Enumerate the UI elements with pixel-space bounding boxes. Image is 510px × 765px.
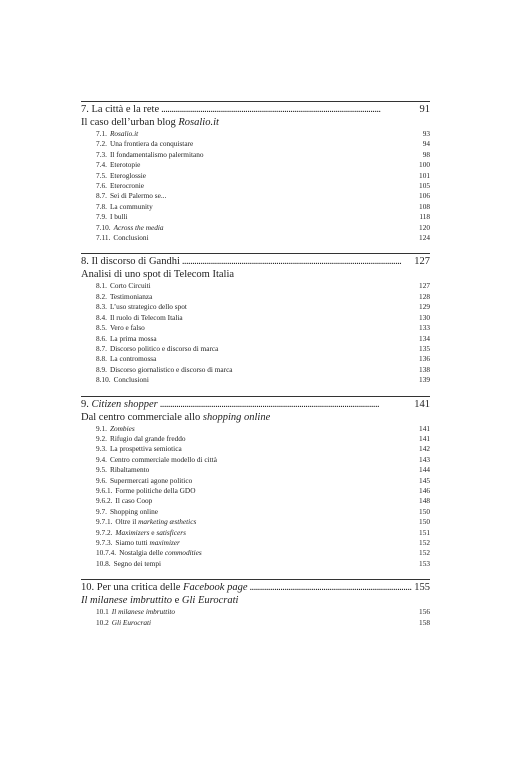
- toc-entry: [96, 181, 430, 191]
- chapter-title: [81, 256, 180, 268]
- chapter-page: 127: [414, 256, 430, 268]
- entry-number: 8.1.: [96, 281, 107, 291]
- entry-text: [96, 375, 149, 385]
- entry-page: 124: [419, 233, 430, 243]
- entry-number: 8.6.: [96, 333, 107, 343]
- toc-entry: [96, 212, 430, 222]
- entry-text: [96, 365, 233, 375]
- text-run: marketing æsthetics: [138, 517, 197, 527]
- toc-entry: [96, 150, 430, 160]
- entry-page: 153: [419, 558, 430, 568]
- text-run: Maximizers: [115, 527, 150, 537]
- toc-entry: [96, 344, 430, 354]
- text-run: Shopping online: [109, 506, 158, 516]
- chapter-number: 10.: [81, 582, 95, 594]
- entry-text: [96, 424, 135, 434]
- entry-page: 134: [419, 333, 430, 343]
- entry-text: [96, 281, 151, 291]
- toc-entry: [96, 292, 430, 302]
- entry-number: 10.8.: [96, 558, 111, 568]
- entry-text: [96, 344, 218, 354]
- text-run: Eterotopie: [109, 160, 141, 170]
- toc-entry: [96, 444, 430, 454]
- entry-number: 9.7.3.: [96, 538, 113, 547]
- entry-text: [96, 202, 153, 212]
- text-run: La prospettiva semiotica: [109, 444, 182, 454]
- text-run: Rosalio.it: [109, 129, 139, 138]
- entry-text: [96, 476, 192, 486]
- entry-text: [96, 150, 204, 160]
- chapter-number: 7.: [81, 104, 89, 115]
- entry-page: 93: [422, 129, 430, 138]
- chapter-section: [81, 253, 430, 385]
- entry-number: 7.8.: [96, 201, 107, 211]
- text-run: Zombies: [109, 423, 135, 433]
- text-run: Segno dei tempi: [113, 558, 162, 568]
- text-run: Il discorso di Gandhi: [91, 256, 180, 268]
- chapter-heading: [81, 397, 430, 411]
- entry-text: [96, 528, 186, 538]
- text-run: La città e la rete: [91, 104, 160, 115]
- text-run: La contromossa: [109, 354, 157, 364]
- text-run: Il milanese imbruttito: [81, 595, 172, 607]
- toc-entry: [96, 281, 430, 291]
- toc-entry: [96, 233, 430, 243]
- entry-number: 10.7.4.: [96, 548, 117, 558]
- toc-entry: [96, 313, 430, 323]
- entry-page: 146: [419, 485, 430, 495]
- entry-number: 7.6.: [96, 181, 107, 191]
- toc-entry: [96, 528, 430, 538]
- toc-entry: [96, 618, 430, 628]
- text-run: Analisi di uno spot di Telecom Italia: [81, 269, 235, 281]
- chapter-subtitle: [81, 268, 430, 281]
- entry-number: 8.2.: [96, 291, 107, 301]
- entry-page: 129: [419, 302, 430, 312]
- entry-number: 9.6.: [96, 475, 107, 485]
- chapter-subtitle: [81, 411, 430, 424]
- entry-text: [96, 171, 146, 181]
- toc-entry: [96, 607, 430, 617]
- entry-number: 8.7.: [96, 343, 107, 353]
- section-list: [81, 424, 430, 570]
- entry-number: 7.9.: [96, 212, 107, 222]
- toc-entry: [96, 476, 430, 486]
- entry-text: [96, 559, 161, 569]
- entry-text: [96, 302, 187, 312]
- entry-text: [96, 212, 128, 222]
- text-run: Il fondamentalismo palermitano: [109, 149, 204, 159]
- chapter-number: 8.: [81, 256, 89, 268]
- entry-page: 142: [419, 444, 430, 454]
- entry-page: 141: [419, 423, 430, 433]
- entry-text: [96, 434, 186, 444]
- entry-page: 108: [419, 201, 430, 211]
- text-run: Dal centro commerciale allo: [81, 411, 203, 423]
- text-run: Il milanese imbruttito: [111, 607, 176, 617]
- entry-text: [96, 191, 166, 201]
- entry-number: 9.7.1.: [96, 517, 113, 527]
- entry-text: [96, 292, 152, 302]
- chapter-page: 141: [414, 398, 430, 410]
- chapter-heading: [81, 254, 430, 268]
- dot-leader: [249, 582, 412, 594]
- entry-page: 152: [419, 548, 430, 558]
- text-run: maximizer: [149, 538, 180, 547]
- text-run: Across the media: [113, 222, 164, 232]
- chapter-number: 9.: [81, 398, 89, 410]
- toc-entry: [96, 538, 430, 548]
- toc-entry: [96, 455, 430, 465]
- entry-page: 145: [419, 475, 430, 485]
- entry-number: 7.3.: [96, 149, 107, 159]
- entry-page: 158: [419, 617, 430, 627]
- entry-number: 9.3.: [96, 444, 107, 454]
- entry-text: [96, 486, 195, 496]
- chapter-subtitle: [81, 594, 430, 607]
- entry-text: [96, 223, 164, 233]
- entry-number: 10.2: [96, 617, 109, 627]
- text-run: Una frontiera da conquistare: [109, 139, 194, 149]
- toc-entry: [96, 548, 430, 558]
- entry-page: 148: [419, 496, 430, 506]
- entry-text: [96, 465, 149, 475]
- chapter-heading: [81, 580, 430, 594]
- entry-page: 138: [419, 364, 430, 374]
- entry-number: 7.1.: [96, 129, 107, 138]
- entry-number: 8.7.: [96, 191, 107, 201]
- entry-page: 100: [419, 160, 430, 170]
- toc-entry: [96, 517, 430, 527]
- text-run: La community: [109, 201, 153, 211]
- text-run: La prima mossa: [109, 333, 157, 343]
- text-run: Ribaltamento: [109, 465, 150, 475]
- toc-entry: [96, 559, 430, 569]
- entry-number: 9.1.: [96, 423, 107, 433]
- chapter-heading: [81, 102, 430, 116]
- entry-number: 7.5.: [96, 170, 107, 180]
- toc-entry: [96, 465, 430, 475]
- toc-entry: [96, 191, 430, 201]
- text-run: Corto Circuiti: [109, 281, 151, 291]
- entry-text: [96, 313, 183, 323]
- entry-text: [96, 517, 196, 527]
- entry-number: 9.6.1.: [96, 485, 113, 495]
- text-run: shopping online: [202, 411, 271, 423]
- entry-number: 9.7.: [96, 506, 107, 516]
- text-run: Per una critica delle: [96, 582, 184, 594]
- text-run: Nostalgia delle: [119, 548, 165, 558]
- text-run: Il caso Coop: [115, 496, 153, 506]
- toc-entry: [96, 302, 430, 312]
- toc-entry: [96, 171, 430, 181]
- entry-page: 141: [419, 433, 430, 443]
- entry-page: 106: [419, 191, 430, 201]
- entry-page: 151: [419, 527, 430, 537]
- chapter-section: [81, 396, 430, 570]
- entry-text: [96, 548, 202, 558]
- chapter-section: [81, 579, 430, 628]
- entry-number: 8.9.: [96, 364, 107, 374]
- toc-entry: [96, 129, 430, 139]
- entry-number: 10.1: [96, 607, 109, 617]
- entry-page: 133: [419, 323, 430, 333]
- entry-number: 9.7.2.: [96, 527, 113, 537]
- text-run: L’uso strategico dello spot: [109, 302, 187, 312]
- text-run: Rifugio dal grande freddo: [109, 433, 186, 443]
- chapter-section: [81, 101, 430, 243]
- entry-page: 136: [419, 354, 430, 364]
- table-of-contents: [81, 101, 430, 628]
- text-run: Eterocronie: [109, 181, 144, 191]
- entry-page: 120: [419, 222, 430, 232]
- entry-text: [96, 607, 175, 617]
- toc-entry: [96, 486, 430, 496]
- entry-page: 139: [419, 375, 430, 385]
- entry-text: [96, 444, 182, 454]
- toc-entry: [96, 496, 430, 506]
- entry-page: 150: [419, 506, 430, 516]
- text-run: I bulli: [109, 212, 128, 222]
- text-run: Rosalio.it: [178, 117, 219, 128]
- entry-page: 128: [419, 291, 430, 301]
- entry-page: 101: [419, 170, 430, 180]
- section-list: [81, 281, 430, 385]
- entry-text: [96, 618, 151, 628]
- text-run: Citizen shopper: [91, 398, 158, 410]
- entry-text: [96, 354, 156, 364]
- text-run: Forme politiche della GDO: [115, 485, 196, 495]
- text-run: Centro commerciale modello di città: [109, 454, 217, 464]
- entry-page: 156: [419, 607, 430, 617]
- text-run: Conclusioni: [113, 233, 149, 243]
- entry-text: [96, 455, 217, 465]
- entry-text: [96, 233, 149, 243]
- entry-number: 9.5.: [96, 465, 107, 475]
- entry-page: 135: [419, 343, 430, 353]
- entry-number: 8.8.: [96, 354, 107, 364]
- text-run: Vero e falso: [109, 323, 145, 333]
- text-run: Oltre il: [115, 517, 139, 527]
- text-run: Gli Eurocrati: [111, 617, 152, 627]
- toc-entry: [96, 323, 430, 333]
- chapter-title: [81, 582, 247, 594]
- text-run: Supermercati agone politico: [109, 475, 193, 485]
- toc-entry: [96, 202, 430, 212]
- text-run: Siamo tutti: [115, 538, 150, 547]
- toc-entry: [96, 424, 430, 434]
- entry-page: 143: [419, 454, 430, 464]
- entry-page: 105: [419, 181, 430, 191]
- text-run: Conclusioni: [113, 375, 149, 385]
- section-list: [81, 607, 430, 628]
- chapter-title: [81, 399, 158, 411]
- entry-text: [96, 129, 138, 139]
- text-run: Testimonianza: [109, 291, 153, 301]
- entry-number: 8.10.: [96, 375, 111, 385]
- entry-number: 9.6.2.: [96, 496, 113, 506]
- toc-entry: [96, 354, 430, 364]
- toc-entry: [96, 334, 430, 344]
- entry-page: 118: [419, 212, 430, 222]
- entry-number: 7.11.: [96, 233, 111, 243]
- text-run: Il ruolo di Telecom Italia: [109, 312, 183, 322]
- chapter-page: 155: [414, 582, 430, 594]
- entry-number: 7.10.: [96, 222, 111, 232]
- entry-page: 94: [422, 139, 430, 149]
- chapter-page: 91: [419, 104, 430, 115]
- dot-leader: [161, 104, 417, 116]
- chapter-title: [81, 104, 159, 116]
- entry-text: [96, 507, 158, 517]
- entry-text: [96, 181, 144, 191]
- toc-entry: [96, 507, 430, 517]
- text-run: e: [149, 527, 157, 537]
- text-run: e: [172, 595, 182, 607]
- chapter-subtitle: [81, 116, 430, 129]
- text-run: Il caso dell’urban blog: [81, 117, 179, 128]
- toc-entry: [96, 375, 430, 385]
- dot-leader: [160, 399, 413, 411]
- text-run: Eteroglossie: [109, 170, 147, 180]
- entry-text: [96, 160, 140, 170]
- text-run: Discorso politico e discorso di marca: [109, 343, 219, 353]
- entry-number: 8.3.: [96, 302, 107, 312]
- entry-page: 130: [419, 312, 430, 322]
- entry-page: 144: [419, 465, 430, 475]
- entry-number: 7.2.: [96, 139, 107, 149]
- entry-text: [96, 334, 157, 344]
- entry-text: [96, 139, 193, 149]
- text-run: commodities: [164, 548, 202, 558]
- entry-page: 127: [419, 281, 430, 291]
- toc-entry: [96, 139, 430, 149]
- entry-number: 8.4.: [96, 312, 107, 322]
- toc-entry: [96, 365, 430, 375]
- entry-page: 98: [422, 149, 430, 159]
- entry-page: 150: [419, 517, 430, 527]
- text-run: Gli Eurocrati: [181, 595, 239, 607]
- entry-number: 8.5.: [96, 323, 107, 333]
- toc-entry: [96, 223, 430, 233]
- entry-text: [96, 538, 180, 548]
- entry-page: 152: [419, 538, 430, 547]
- entry-number: 9.2.: [96, 433, 107, 443]
- entry-number: 9.4.: [96, 454, 107, 464]
- text-run: Sei di Palermo se...: [109, 191, 167, 201]
- entry-text: [96, 323, 145, 333]
- entry-number: 7.4.: [96, 160, 107, 170]
- text-run: Discorso giornalistico e discorso di marca: [109, 364, 233, 374]
- dot-leader: [182, 256, 412, 268]
- toc-entry: [96, 434, 430, 444]
- entry-text: [96, 496, 152, 506]
- text-run: Facebook page: [183, 582, 248, 594]
- text-run: satisficers: [156, 527, 186, 537]
- section-list: [81, 129, 430, 243]
- toc-entry: [96, 160, 430, 170]
